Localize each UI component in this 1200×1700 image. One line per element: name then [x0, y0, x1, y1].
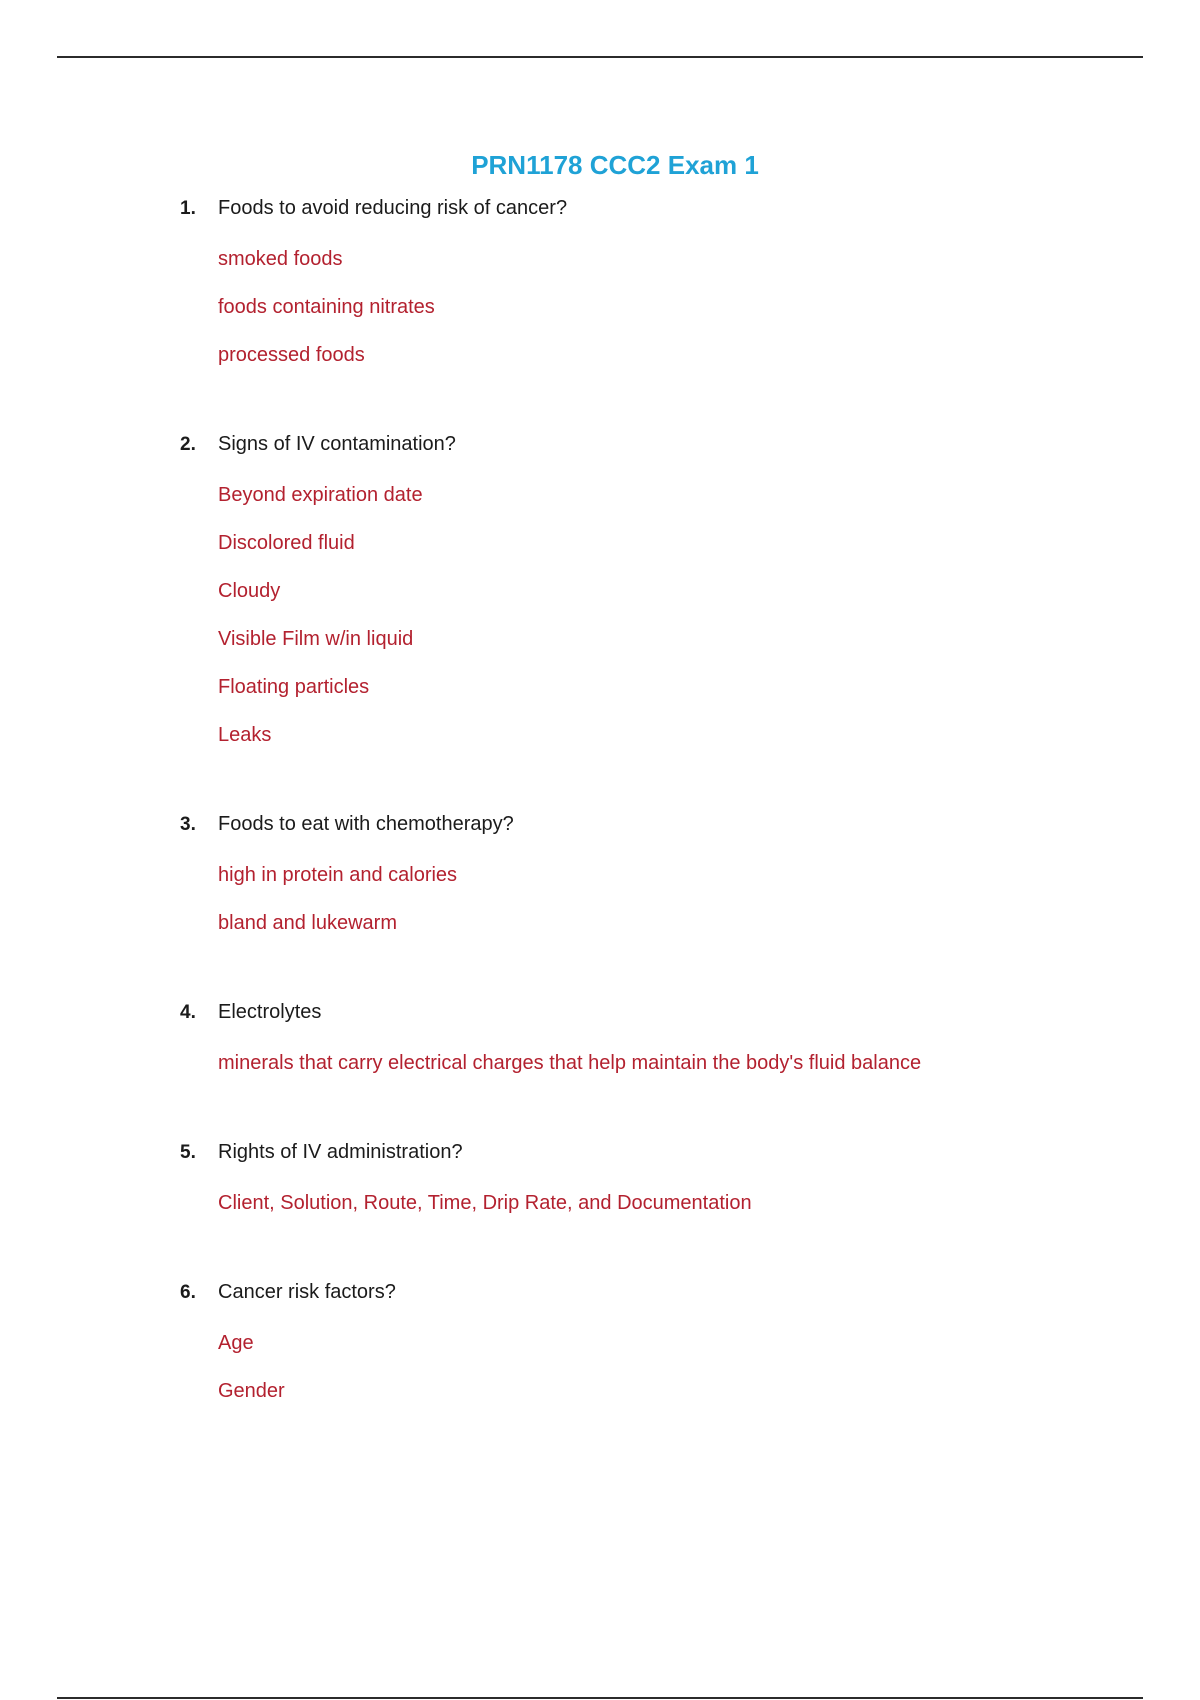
answer-item: processed foods [218, 344, 365, 366]
question-number: 6. [180, 1282, 196, 1303]
question-item [0, 1141, 1200, 1237]
answer-item: Discolored fluid [218, 532, 355, 554]
answer-item: Visible Film w/in liquid [218, 628, 414, 650]
answer-item: high in protein and calories [218, 864, 458, 886]
question-number: 5. [180, 1142, 196, 1163]
answer-list [180, 1189, 1200, 1237]
answer-item: Floating particles [218, 676, 370, 698]
question-text: Foods to eat with chemotherapy? [218, 813, 514, 835]
answer-item: minerals that carry electrical charges that help maintain the body's fluid balance [218, 1052, 922, 1074]
question-text: Rights of IV administration? [218, 1141, 463, 1163]
question-text: Cancer risk factors? [218, 1281, 396, 1303]
question-text: Electrolytes [218, 1001, 322, 1023]
document-body [0, 148, 1200, 1469]
question-list [0, 197, 1200, 1425]
question-item [0, 813, 1200, 957]
answer-item: Client, Solution, Route, Time, Drip Rate, and Documentation [218, 1192, 752, 1214]
header-rule [57, 56, 1143, 58]
question-item [0, 1281, 1200, 1425]
question-number: 1. [180, 198, 196, 219]
answer-list [180, 481, 1200, 769]
answer-item: bland and lukewarm [218, 912, 397, 934]
answer-list [180, 1049, 1200, 1097]
question-item [0, 433, 1200, 769]
answer-item: Leaks [218, 724, 272, 746]
answer-item: foods containing nitrates [218, 296, 435, 318]
question-text: Signs of IV contamination? [218, 433, 456, 455]
question-item [0, 197, 1200, 389]
footer-rule [57, 1697, 1143, 1699]
answer-item: Gender [218, 1380, 285, 1402]
answer-item: smoked foods [218, 248, 343, 270]
question-text: Foods to avoid reducing risk of cancer? [218, 197, 568, 219]
answer-item: Beyond expiration date [218, 484, 423, 506]
question-number: 4. [180, 1002, 196, 1023]
answer-list [180, 245, 1200, 389]
question-number: 3. [180, 814, 196, 835]
answer-list [180, 1329, 1200, 1425]
document-title: PRN1178 CCC2 Exam 1 [471, 150, 759, 180]
question-item [0, 1001, 1200, 1097]
question-number: 2. [180, 434, 196, 455]
answer-item: Cloudy [218, 580, 281, 602]
answer-item: Age [218, 1332, 254, 1354]
answer-list [180, 861, 1200, 957]
